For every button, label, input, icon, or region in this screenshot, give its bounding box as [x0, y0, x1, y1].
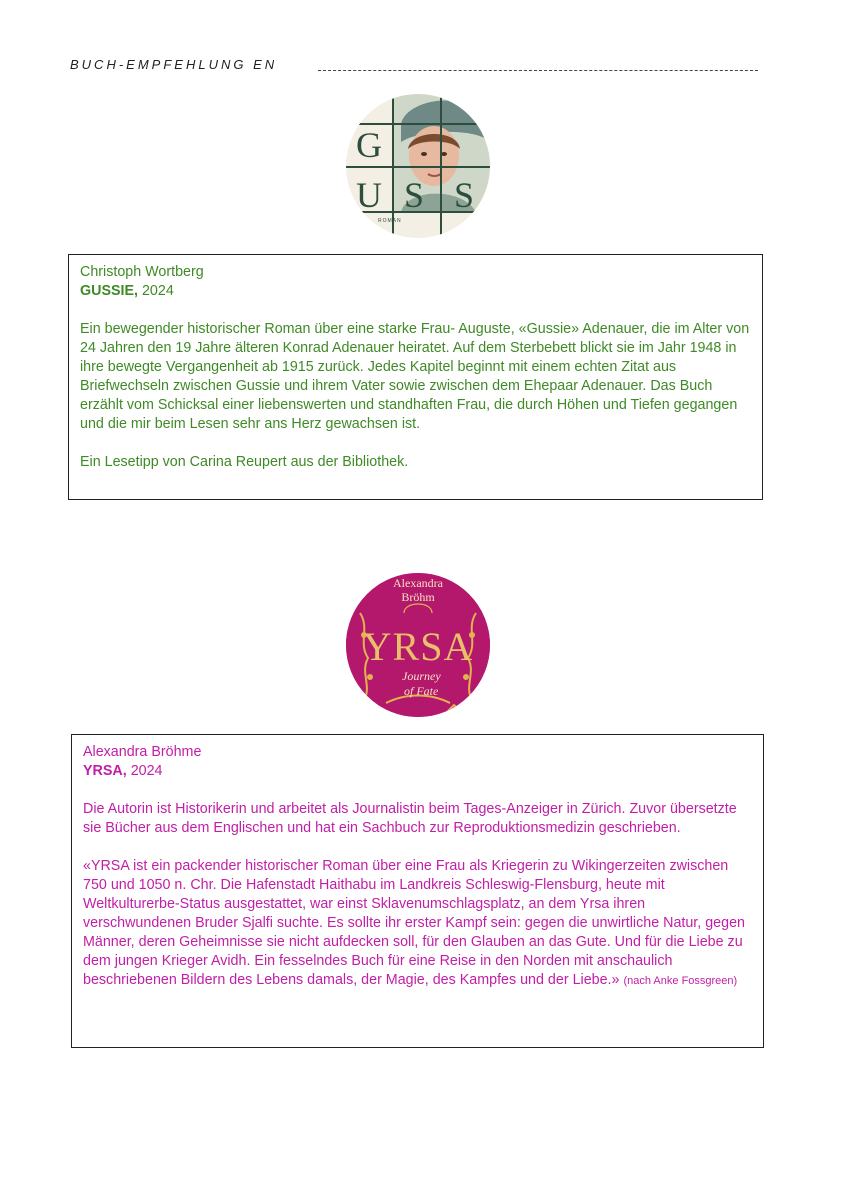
gussie-title-line	[80, 282, 751, 301]
gussie-recommendation-box	[68, 254, 763, 500]
page-heading: BUCH-EMPFEHLUNG EN	[70, 57, 278, 72]
yrsa-year: 2024	[130, 763, 163, 779]
yrsa-title: YRSA,	[83, 763, 127, 779]
yrsa-attribution: (nach Anke Fossgreen)	[623, 975, 738, 987]
yrsa-recommendation-box	[71, 734, 764, 1048]
yrsa-author-bio: Die Autorin ist Historikerin und arbeitet als Journalistin beim Tages-Anzeiger in Zürich. Zuvor übersetzte sie Bücher aus dem Englischen und hat ein Sachbuch zur Reproduktionsmedizin geschrieben.	[83, 801, 737, 836]
gussie-letter-g: G	[356, 125, 382, 165]
yrsa-cover-subtitle-1: Journey	[402, 669, 441, 683]
gussie-description: Ein bewegender historischer Roman über eine starke Frau- Auguste, «Gussie» Adenauer, die im Alter von 24 Jahren den 19 Jahre älteren Konrad Adenauer heiratet. Auf dem Sterbebett blickt sie im Jahr 1948 in ihre bewegte Vergangenheit ab 1915 zurück. Jedes Kapitel beginnt mit einem echten Zitat aus Briefwechseln zwischen Gussie und ihrem Vater sowie zwischen dem Ehepaar Adenauer. Das Buch erzählt vom Schicksal einer liebenswerten und standhaften Frau, die durch Höhen und Tiefen gegangen und die mir beim Lesen sehr ans Herz gewachsen ist.	[80, 321, 750, 432]
yrsa-cover-author-first: Alexandra	[393, 576, 443, 590]
yrsa-cover-image	[346, 573, 490, 717]
gussie-author: Christoph Wortberg	[80, 264, 204, 280]
gussie-cover-label: ROMAN	[378, 218, 402, 224]
gussie-recommendation-note: Ein Lesetipp von Carina Reupert aus der Bibliothek.	[80, 454, 409, 470]
yrsa-description	[83, 857, 752, 991]
gussie-letter-u: U	[356, 175, 382, 215]
yrsa-cover-author-last: Bröhm	[401, 590, 435, 604]
yrsa-title-line	[83, 762, 752, 781]
gussie-title: GUSSIE,	[80, 283, 138, 299]
heading-dashed-rule	[318, 70, 758, 71]
gussie-letter-s2: S	[454, 175, 475, 215]
gussie-year: 2024	[141, 283, 174, 299]
gussie-cover-letters	[346, 94, 490, 238]
yrsa-review-text: «YRSA ist ein packender historischer Roman über eine Frau als Kriegerin zu Wikingerzeiten zwischen 750 und 1050 n. Chr. Die Hafenstadt Haithabu im Landkreis Schleswig-Flensburg, heute mit Weltkulturerbe-Status ausgestattet, war einst Sklavenumschlagsplatz, an dem Yrsa ihren verschwundenen Bruder Sjalfi suchte. Es sollte ihr erster Kampf sein: gegen die unwirtliche Natur, gegen Männer, deren Geheimnisse sie nicht aufdecken soll, für den Glauben an das Gute. Und für die Liebe zu dem jungen Krieger Avidh. Ein fesselndes Buch für eine Reise in den Norden mit anschaulich beschriebenen Bildern des Lebens damals, der Magie, des Kampfes und der Liebe.»	[83, 858, 745, 988]
yrsa-author: Alexandra Bröhme	[83, 744, 202, 760]
gussie-letter-s1: S	[404, 175, 425, 215]
yrsa-cover-subtitle-2: of Fate	[404, 684, 439, 698]
yrsa-cover-title: YRSA	[362, 624, 474, 669]
